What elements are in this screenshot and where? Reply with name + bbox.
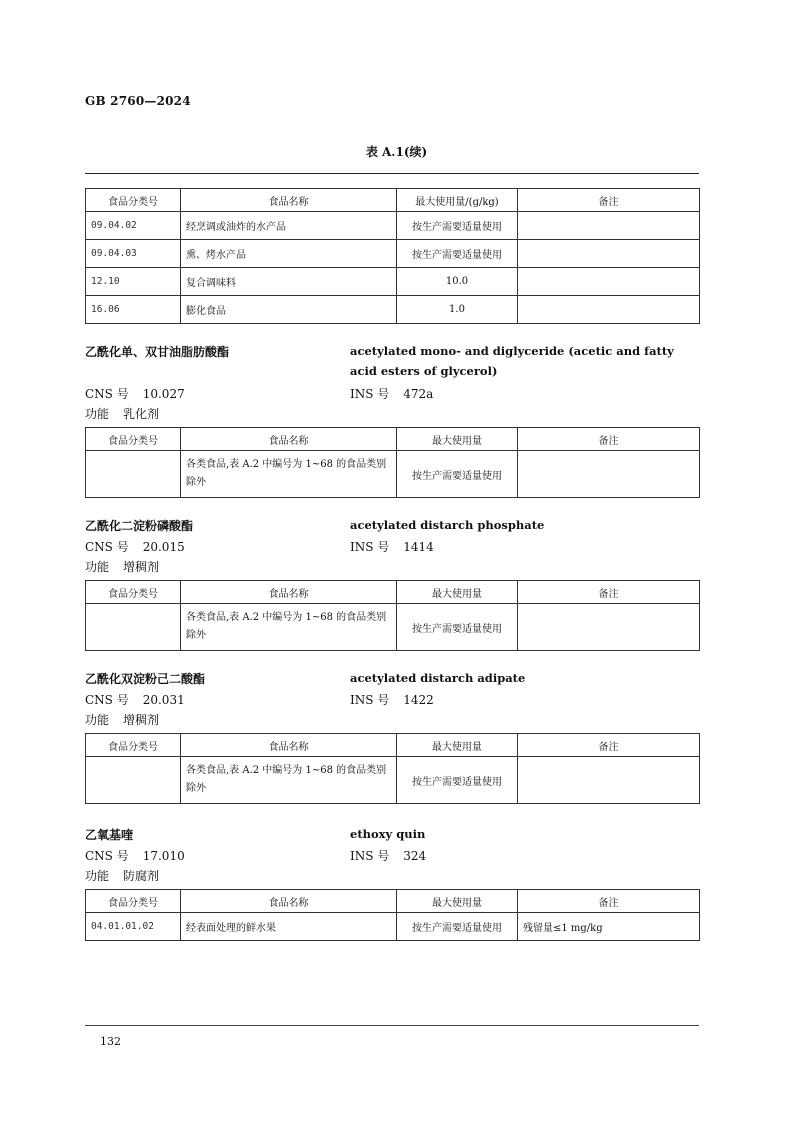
food-category-code: 09.04.02 (86, 212, 181, 240)
table-row (86, 451, 700, 498)
food-name: 各类食品,表 A.2 中编号为 1~68 的食品类别除外 (181, 604, 397, 651)
column-header: 食品名称 (181, 734, 397, 757)
food-name: 经表面处理的鲜水果 (181, 913, 397, 941)
ins-label: INS 号 (350, 540, 390, 554)
ins-label: INS 号 (350, 387, 390, 401)
food-category-code: 09.04.03 (86, 240, 181, 268)
ins-value: 472a (403, 387, 434, 401)
cns-value: 20.031 (142, 693, 185, 707)
ins-value: 1414 (403, 540, 434, 554)
additive-en-name: acetylated distarch phosphate (350, 518, 545, 532)
standard-code: GB 2760—2024 (85, 94, 191, 108)
food-category-code (86, 451, 181, 498)
remark (518, 296, 700, 324)
column-header: 食品名称 (181, 428, 397, 451)
additive-cn-name: 乙酰化双淀粉己二酸酯 (85, 672, 206, 686)
column-header: 食品分类号 (86, 734, 181, 757)
food-name: 各类食品,表 A.2 中编号为 1~68 的食品类别除外 (181, 757, 397, 804)
additive-en-name: acetylated distarch adipate (350, 671, 526, 685)
column-header: 最大使用量 (397, 734, 518, 757)
function-value: 增稠剂 (123, 560, 160, 574)
max-usage: 10.0 (397, 268, 518, 296)
table-row (86, 757, 700, 804)
food-category-code (86, 757, 181, 804)
column-header: 最大使用量/(g/kg) (397, 189, 518, 212)
ins-number (350, 538, 434, 555)
additive-en-name: ethoxy quin (350, 827, 426, 841)
column-header: 食品分类号 (86, 428, 181, 451)
column-header: 食品分类号 (86, 581, 181, 604)
column-header: 备注 (518, 890, 700, 913)
function-label: 功能 (85, 560, 110, 574)
cns-label: CNS 号 (85, 387, 129, 401)
column-header: 最大使用量 (397, 890, 518, 913)
table-header-row (86, 428, 700, 451)
footer-rule (85, 1025, 699, 1026)
table-header-row (86, 890, 700, 913)
table-row (86, 240, 700, 268)
function-label: 功能 (85, 713, 110, 727)
function-value: 乳化剂 (123, 407, 160, 421)
function-line (85, 405, 159, 422)
table-row (86, 268, 700, 296)
max-usage: 按生产需要适量使用 (397, 240, 518, 268)
food-category-code: 04.01.01.02 (86, 913, 181, 941)
remark (518, 240, 700, 268)
food-name: 经烹调或油炸的水产品 (181, 212, 397, 240)
column-header: 最大使用量 (397, 581, 518, 604)
table-header-row (86, 189, 700, 212)
column-header: 最大使用量 (397, 428, 518, 451)
table-row (86, 212, 700, 240)
additive-en-name: acetylated mono- and diglyceride (acetic and fatty acid esters of glycerol) (350, 344, 674, 378)
additive-cn-name: 乙酰化单、双甘油脂肪酸酯 (85, 345, 230, 359)
column-header: 食品名称 (181, 581, 397, 604)
ins-value: 1422 (403, 693, 434, 707)
cns-value: 20.015 (142, 540, 185, 554)
function-line (85, 867, 159, 884)
remark (518, 212, 700, 240)
column-header: 备注 (518, 734, 700, 757)
ins-number (350, 385, 433, 402)
function-line (85, 711, 159, 728)
table-row (86, 913, 700, 941)
table-row (86, 296, 700, 324)
cns-label: CNS 号 (85, 849, 129, 863)
table-header-row (86, 581, 700, 604)
max-usage: 按生产需要适量使用 (397, 604, 518, 651)
column-header: 备注 (518, 581, 700, 604)
cns-number (85, 691, 185, 708)
function-value: 防腐剂 (123, 869, 160, 883)
column-header: 备注 (518, 428, 700, 451)
food-name: 膨化食品 (181, 296, 397, 324)
table-header-row (86, 734, 700, 757)
ins-number (350, 691, 434, 708)
remark (518, 604, 700, 651)
additive-cn-name: 乙氧基喹 (85, 828, 134, 842)
top-table (85, 188, 700, 324)
function-value: 增稠剂 (123, 713, 160, 727)
function-label: 功能 (85, 407, 110, 421)
food-category-code: 16.06 (86, 296, 181, 324)
usage-table (85, 733, 700, 804)
food-name: 熏、烤水产品 (181, 240, 397, 268)
max-usage: 按生产需要适量使用 (397, 451, 518, 498)
max-usage: 按生产需要适量使用 (397, 913, 518, 941)
cns-label: CNS 号 (85, 693, 129, 707)
max-usage: 1.0 (397, 296, 518, 324)
column-header: 食品分类号 (86, 189, 181, 212)
usage-table (85, 580, 700, 651)
cns-label: CNS 号 (85, 540, 129, 554)
cns-number (85, 538, 185, 555)
cns-value: 17.010 (142, 849, 185, 863)
ins-label: INS 号 (350, 849, 390, 863)
column-header: 食品分类号 (86, 890, 181, 913)
column-header: 食品名称 (181, 890, 397, 913)
food-category-code (86, 604, 181, 651)
ins-value: 324 (403, 849, 427, 863)
column-header: 备注 (518, 189, 700, 212)
function-label: 功能 (85, 869, 110, 883)
table-row (86, 604, 700, 651)
page-number: 132 (100, 1035, 121, 1048)
remark: 残留量≤1 mg/kg (518, 913, 700, 941)
cns-number (85, 385, 185, 402)
ins-number (350, 847, 426, 864)
additive-cn-name: 乙酰化二淀粉磷酸酯 (85, 519, 194, 533)
max-usage: 按生产需要适量使用 (397, 212, 518, 240)
max-usage: 按生产需要适量使用 (397, 757, 518, 804)
table-caption: 表 A.1(续) (365, 145, 428, 159)
usage-table (85, 427, 700, 498)
column-header: 食品名称 (181, 189, 397, 212)
food-name: 复合调味料 (181, 268, 397, 296)
cns-value: 10.027 (142, 387, 185, 401)
cns-number (85, 847, 185, 864)
remark (518, 268, 700, 296)
food-category-code: 12.10 (86, 268, 181, 296)
function-line (85, 558, 159, 575)
food-name: 各类食品,表 A.2 中编号为 1~68 的食品类别除外 (181, 451, 397, 498)
remark (518, 757, 700, 804)
top-rule (85, 173, 699, 174)
usage-table (85, 889, 700, 941)
remark (518, 451, 700, 498)
ins-label: INS 号 (350, 693, 390, 707)
